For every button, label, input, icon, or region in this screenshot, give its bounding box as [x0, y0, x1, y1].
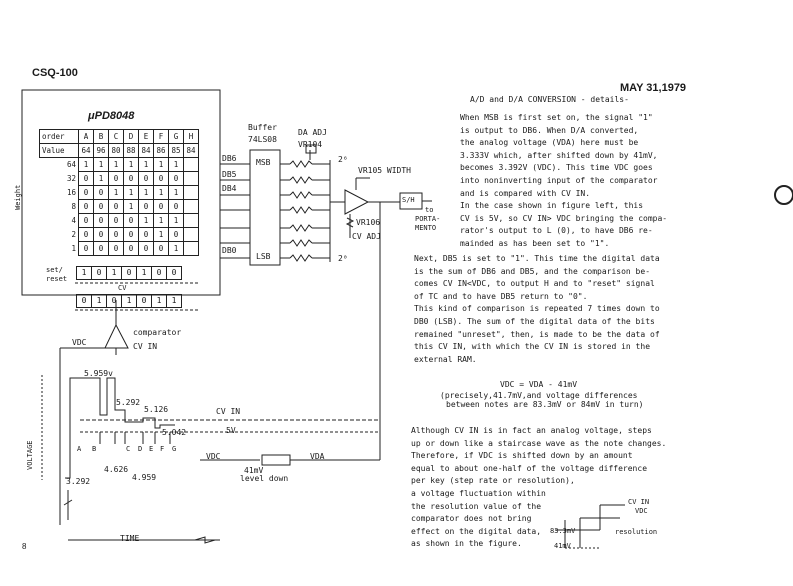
lsb-label: LSB: [256, 252, 271, 261]
text-line: When MSB is first set on, the signal "1": [460, 113, 653, 122]
db4-label: DB4: [222, 184, 237, 193]
result-bit: 1: [166, 294, 182, 308]
bit-cell: 0: [154, 172, 169, 186]
bit-cell: 1: [169, 214, 184, 228]
table-row: [40, 242, 199, 256]
table-header-cell: C: [109, 130, 124, 144]
step-e: E: [149, 445, 154, 453]
voltage-5292: 5.292: [116, 398, 141, 407]
vr104-label: VR104: [298, 140, 323, 149]
voltage-5042: 5.042: [162, 428, 187, 437]
bit-cell: 0: [94, 228, 109, 242]
bit-cell: 1: [139, 158, 154, 172]
cv-in-label: CV IN: [133, 342, 158, 351]
voltage-5959: 5.959v: [84, 369, 113, 378]
inset-resolution: resolution: [615, 528, 658, 536]
vr105-label: VR105 WIDTH: [358, 166, 411, 175]
bit-cell: 0: [79, 214, 94, 228]
bit-cell: 0: [139, 242, 154, 256]
bit-cell: 0: [109, 214, 124, 228]
step-f: F: [160, 445, 165, 453]
weight-cell: 8: [71, 201, 76, 211]
formula-line-3: between notes are 83.3mV or 84mV in turn): [446, 400, 644, 409]
bit-cell: 1: [154, 214, 169, 228]
text-line: effect on the digital data,: [411, 526, 542, 536]
weight-cell: 64: [66, 159, 76, 169]
portamento-label-1: PORTA-: [415, 215, 441, 223]
text-line: this CV IN, with which the CV IN is stored in the: [414, 342, 651, 352]
set-reset-bit: 1: [136, 266, 152, 280]
bit-cell: 0: [169, 228, 184, 242]
table-cell: 84: [184, 144, 199, 158]
text-line: equal to about one-half of the voltage difference: [411, 463, 648, 473]
table-header-cell: F: [154, 130, 169, 144]
bit-cell: 0: [109, 172, 124, 186]
bit-cell: 0: [169, 172, 184, 186]
table-cell: 84: [139, 144, 154, 158]
text-line: Therefore, if VDC is shifted down by an amount: [411, 451, 633, 461]
step-d: D: [138, 445, 143, 453]
set-reset-bits: [76, 266, 181, 280]
inset-vdc: VDC: [635, 507, 648, 515]
pow6-label: 2⁶: [338, 155, 348, 164]
voltage-4959: 4.959: [132, 473, 157, 482]
bit-cell: 0: [124, 242, 139, 256]
vdc-wave-label: VDC: [206, 452, 221, 461]
text-line: external RAM.: [414, 354, 477, 364]
bit-cell: 1: [154, 228, 169, 242]
table-cell: 80: [109, 144, 124, 158]
reset-label: reset: [46, 275, 68, 283]
41mv-wave-label: 41mV: [244, 466, 264, 475]
text-line: remained "unreset", then, is made to be the data of: [414, 329, 660, 339]
page-number: 8: [22, 542, 27, 551]
text-line: rator's output to L (0), to have DB6 re-: [460, 226, 653, 236]
table-row: [40, 214, 199, 228]
text-line: is output to DB6. When D/A converted,: [460, 125, 639, 135]
result-bit: 0: [136, 294, 152, 308]
text-line: mainded as has been set to "1".: [460, 238, 610, 248]
page-subtitle: A/D and D/A CONVERSION - details-: [470, 95, 629, 104]
formula-line-1: VDC = VDA - 41mV: [500, 380, 578, 389]
text-line: Although CV IN is in fact an analog voltage, steps: [411, 426, 652, 435]
weight-label: Weight: [14, 184, 22, 210]
table-header-cell: D: [124, 130, 139, 144]
bit-cell: 0: [169, 200, 184, 214]
vda-wave-label: VDA: [310, 452, 325, 461]
weight-cell: 2: [71, 229, 76, 239]
to-label: to: [425, 206, 434, 214]
bit-cell: 0: [94, 186, 109, 200]
text-line: comes CV IN<VDC, to output H and to "reset" signal: [414, 279, 655, 289]
bit-cell: 1: [109, 186, 124, 200]
bit-cell: 0: [139, 228, 154, 242]
result-bit: 1: [91, 294, 107, 308]
weight-cell: 4: [71, 215, 76, 225]
bit-cell: 1: [124, 186, 139, 200]
voltage-4626: 4.626: [104, 465, 129, 474]
set-label: set/: [46, 266, 63, 274]
formula-line-2: (precisely,41.7mV,and voltage differences: [440, 391, 638, 400]
5v-label: 5V: [226, 426, 236, 435]
bit-cell: 0: [109, 200, 124, 214]
bit-cell: 1: [124, 158, 139, 172]
bit-cell: 1: [139, 214, 154, 228]
set-reset-bit: 1: [76, 266, 92, 280]
table-header-row: [40, 130, 199, 144]
bit-cell: 0: [139, 200, 154, 214]
text-line: per key (step rate or resolution),: [411, 476, 575, 486]
set-reset-bit: 1: [106, 266, 122, 280]
db6-label: DB6: [222, 154, 237, 163]
text-line: is the sum of DB6 and DB5, and the comparison be-: [414, 266, 651, 276]
set-reset-bit: 0: [91, 266, 107, 280]
set-reset-bit: 0: [151, 266, 167, 280]
table-cell: 96: [94, 144, 109, 158]
bit-cell: 0: [79, 186, 94, 200]
vr106-label: VR106: [356, 218, 381, 227]
bit-cell: 0: [124, 228, 139, 242]
text-line: In the case shown in figure left, this: [460, 201, 644, 211]
table-value-row: [40, 144, 199, 158]
bit-cell: 0: [79, 228, 94, 242]
bit-cell: 0: [139, 172, 154, 186]
result-bit: 1: [151, 294, 167, 308]
level-down-label: level down: [240, 474, 289, 483]
bit-cell: 0: [79, 200, 94, 214]
db5-label: DB5: [222, 170, 237, 179]
result-bit: 0: [106, 294, 122, 308]
document-date: MAY 31,1979: [620, 82, 687, 94]
bit-cell-empty: [184, 200, 199, 214]
inset-83mv: 83.3mV: [550, 527, 576, 535]
bit-cell-empty: [184, 228, 199, 242]
comparator-label: comparator: [133, 328, 182, 337]
bit-cell: 1: [154, 158, 169, 172]
time-axis-label: TIME: [120, 534, 140, 543]
cv-adj-label: CV ADJ: [352, 232, 381, 241]
text-line: as shown in the figure.: [411, 539, 522, 549]
table-header-cell: H: [184, 130, 199, 144]
voltage-3292: 3.292: [66, 477, 91, 486]
paragraph-1: [460, 112, 667, 251]
voltage-axis-label: VOLTAGE: [26, 440, 34, 470]
bit-cell: 0: [154, 242, 169, 256]
cv-in-wave-label: CV IN: [216, 407, 241, 416]
bit-cell-empty: [184, 186, 199, 200]
text-line: and is compared with CV IN.: [460, 188, 591, 198]
bit-cell: 0: [124, 172, 139, 186]
bit-cell: 0: [124, 214, 139, 228]
buffer-part: 74LS08: [248, 135, 277, 144]
bit-cell: 1: [169, 242, 184, 256]
bit-table: [39, 129, 199, 256]
table-header-cell: E: [139, 130, 154, 144]
text-line: the resolution value of the: [411, 501, 542, 511]
vdc-label: VDC: [72, 338, 87, 347]
text-line: into noninverting input of the comparator: [460, 175, 658, 185]
weight-cell: 32: [66, 173, 76, 183]
chip-title: μPD8048: [88, 110, 135, 122]
result-bits: [76, 294, 181, 308]
table-cell: 85: [169, 144, 184, 158]
bit-cell-empty: [184, 214, 199, 228]
text-line: a voltage fluctuation within: [411, 488, 546, 498]
bit-cell: 0: [154, 200, 169, 214]
bit-cell: 1: [139, 186, 154, 200]
text-line: DB0 (LSB). The sum of the digital data of the bits: [414, 316, 655, 326]
bit-cell: 0: [94, 242, 109, 256]
msb-label: MSB: [256, 158, 271, 167]
document-id: CSQ-100: [32, 67, 78, 79]
step-b: B: [92, 445, 97, 453]
table-header-cell: A: [79, 130, 94, 144]
weight-cell: 16: [66, 187, 76, 197]
text-line: CV is 5V, so CV IN> VDC bringing the compa-: [460, 213, 668, 223]
table-cell: Value: [40, 144, 79, 158]
text-line: comparator does not bring: [411, 514, 532, 524]
table-cell: 86: [154, 144, 169, 158]
bit-cell: 0: [79, 172, 94, 186]
bit-cell: 0: [109, 242, 124, 256]
bit-cell: 0: [94, 214, 109, 228]
db0-label: DB0: [222, 246, 237, 255]
table-row: [40, 158, 199, 172]
text-line: 3.333V which, after shifted down by 41mV,: [460, 150, 658, 160]
sh-label: S/H: [402, 196, 415, 204]
bit-cell-empty: [184, 158, 199, 172]
step-a: A: [77, 445, 82, 453]
inset-cv-in: CV IN: [628, 498, 650, 506]
bit-cell: 1: [79, 158, 94, 172]
bit-cell: 1: [109, 158, 124, 172]
table-cell: 88: [124, 144, 139, 158]
table-row: [40, 186, 199, 200]
text-line: becomes 3.392V (VDC). This time VDC goes: [460, 163, 653, 173]
portamento-label-2: MENTO: [415, 224, 437, 232]
table-row: [40, 228, 199, 242]
text-line: This kind of comparison is repeated 7 times down to: [414, 304, 660, 314]
bit-cell-empty: [184, 242, 199, 256]
bit-cell: 1: [169, 186, 184, 200]
bit-cell: 1: [94, 158, 109, 172]
bit-cell: 1: [169, 158, 184, 172]
text-line: the analog voltage (VDA) here must be: [460, 138, 639, 148]
da-adj-label: DA ADJ: [298, 128, 327, 137]
table-header-cell: order: [40, 130, 79, 144]
pow0-label: 2⁰: [338, 254, 348, 263]
result-bit: 1: [121, 294, 137, 308]
bit-cell: 1: [154, 186, 169, 200]
table-header-cell: G: [169, 130, 184, 144]
inset-41mv: 41mV: [554, 542, 571, 550]
binder-hole: [774, 185, 793, 205]
bit-cell: 0: [79, 242, 94, 256]
step-c: C: [126, 445, 131, 453]
bit-cell: 0: [109, 228, 124, 242]
table-row: [40, 200, 199, 214]
text-line: Next, DB5 is set to "1". This time the digital data: [414, 254, 660, 263]
bit-cell: 1: [94, 172, 109, 186]
buffer-label: Buffer: [248, 123, 277, 132]
text-line: of TC and to have DB5 return to "0".: [414, 291, 588, 301]
bit-cell-empty: [184, 172, 199, 186]
weight-cell: 1: [71, 243, 76, 253]
set-reset-bit: 0: [166, 266, 182, 280]
bit-cell: 0: [94, 200, 109, 214]
step-g: G: [172, 445, 177, 453]
set-reset-bit: 0: [121, 266, 137, 280]
result-bit: 0: [76, 294, 92, 308]
table-header-cell: B: [94, 130, 109, 144]
table-row: [40, 172, 199, 186]
cv-pin-label: CV: [118, 284, 127, 292]
table-cell: 64: [79, 144, 94, 158]
paragraph-3: [414, 253, 660, 366]
text-line: up or down like a staircase wave as the note changes.: [411, 438, 667, 448]
voltage-5126: 5.126: [144, 405, 169, 414]
bit-cell: 1: [124, 200, 139, 214]
